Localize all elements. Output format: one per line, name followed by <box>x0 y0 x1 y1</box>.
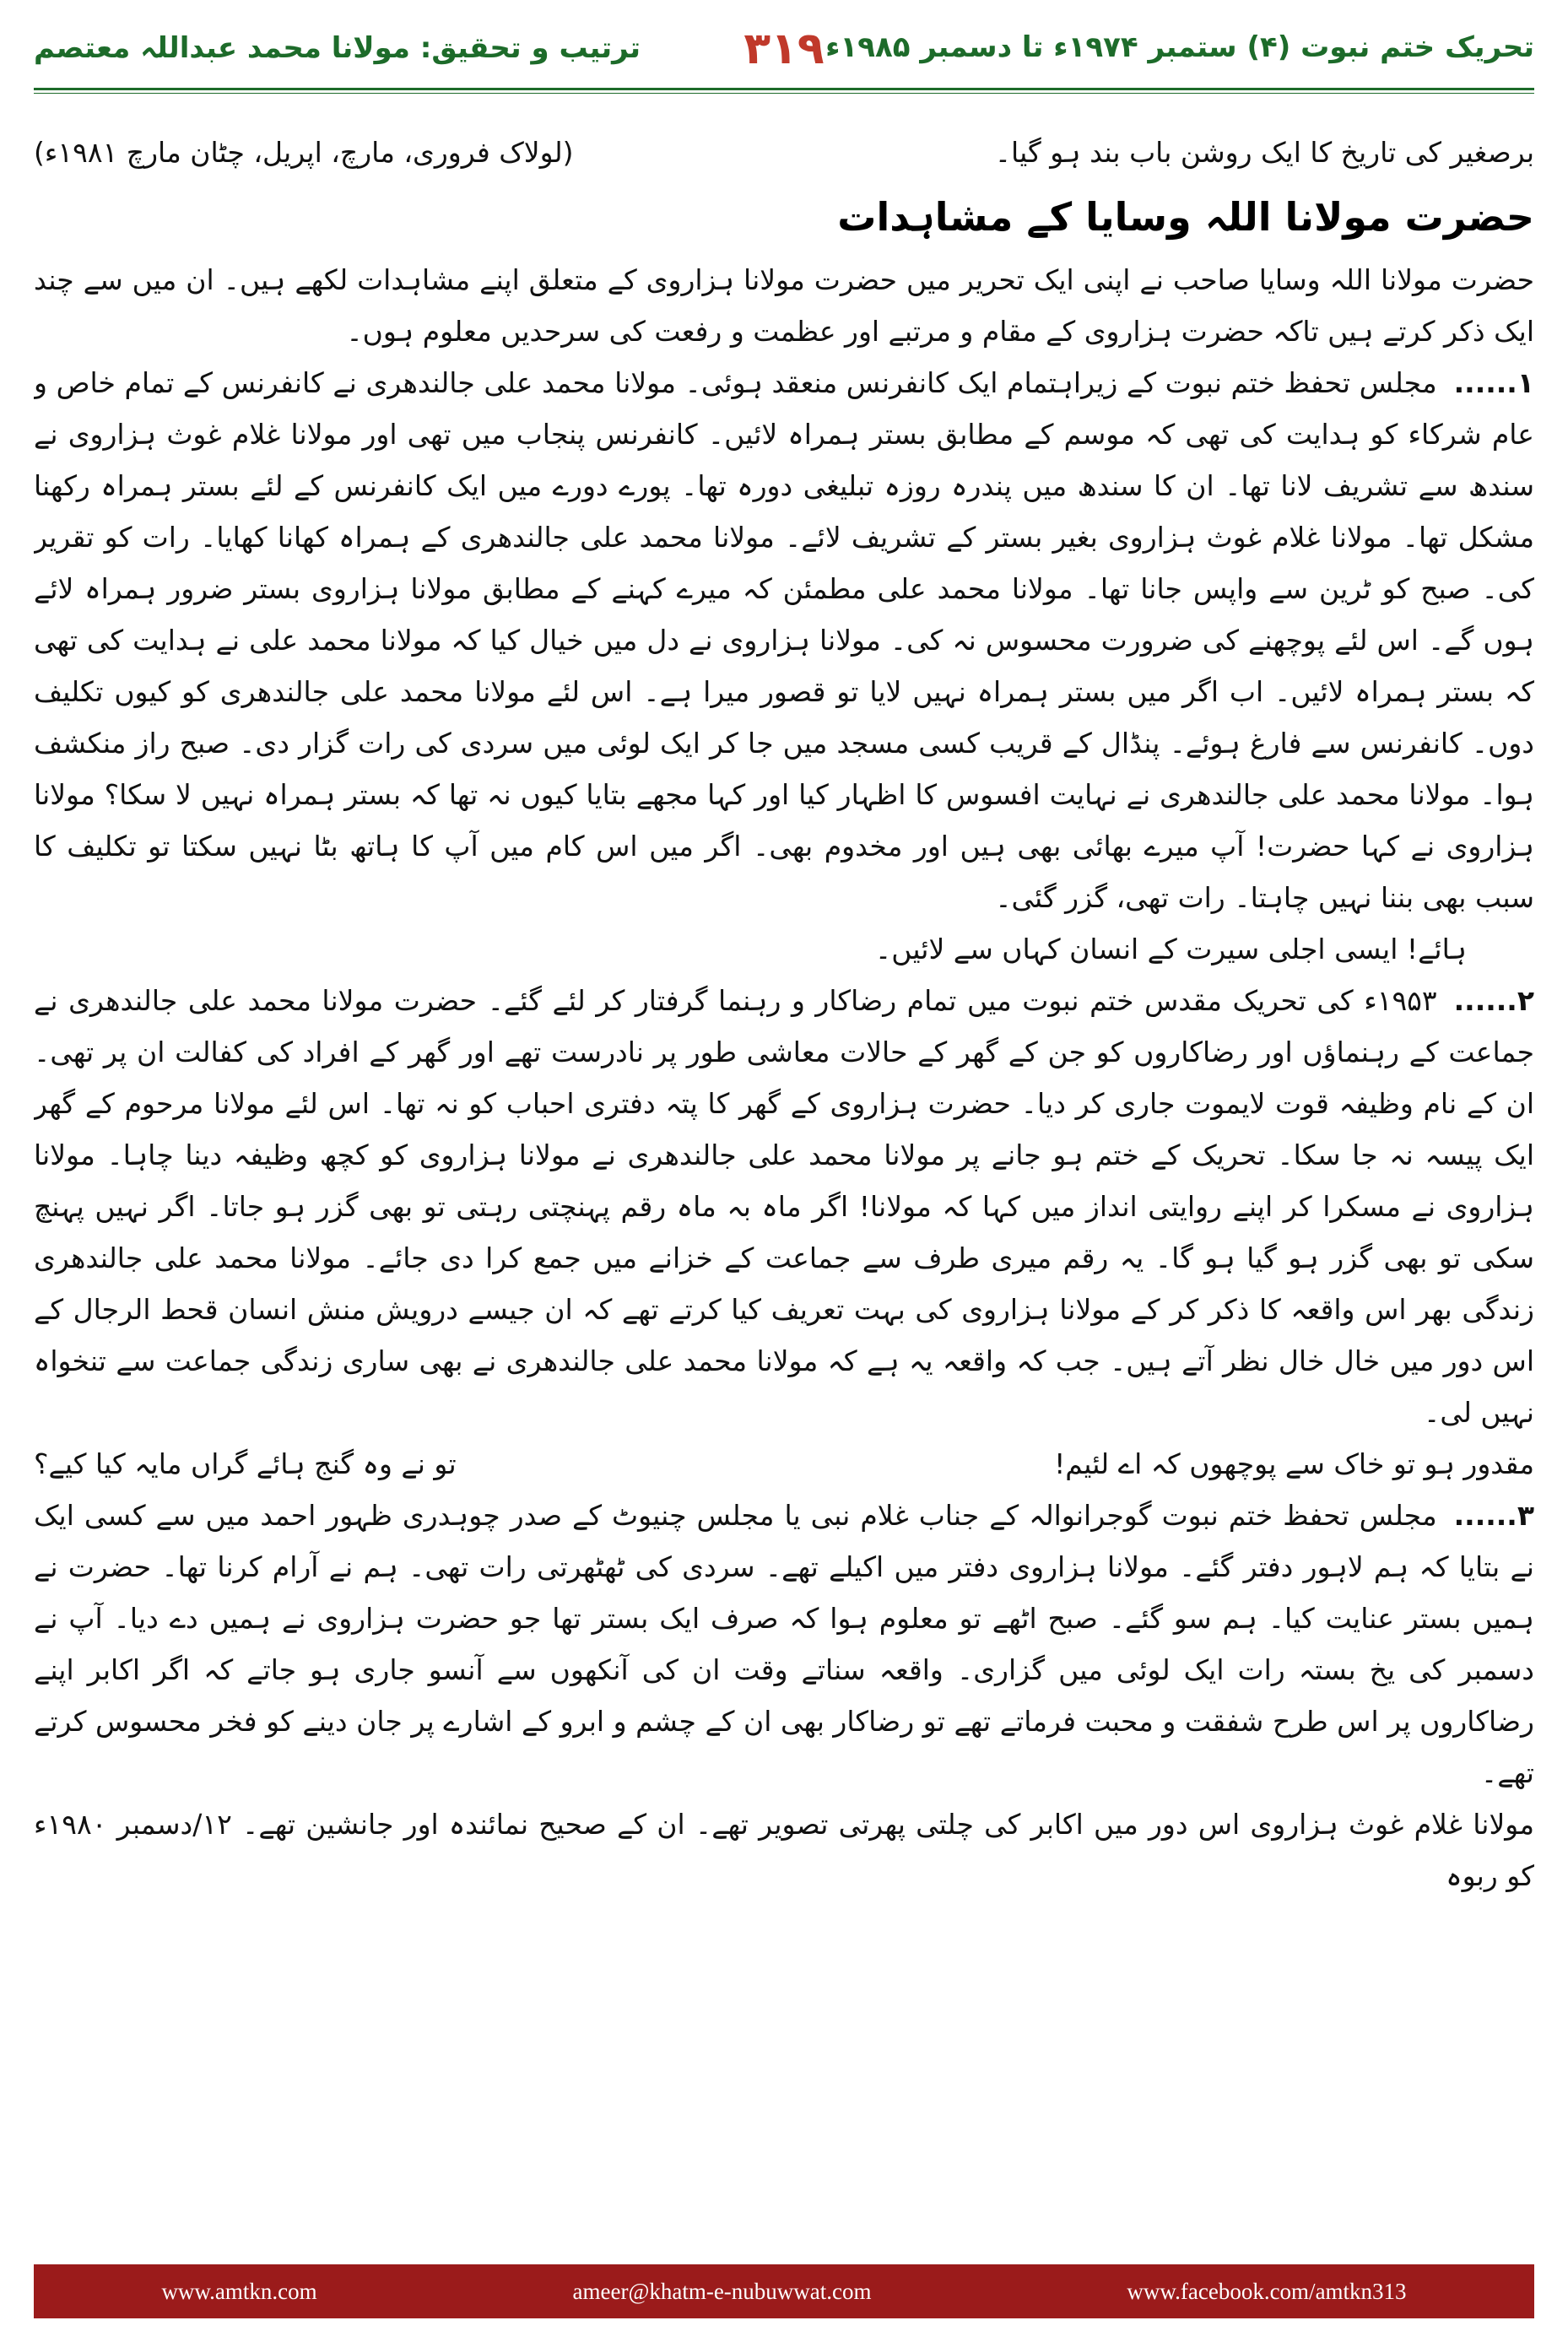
page-number: ۳۱۹ <box>743 24 825 74</box>
header-rule <box>34 88 1534 90</box>
item-2-text: ۱۹۵۳ء کی تحریک مقدس ختم نبوت میں تمام رضاکار و رہنما گرفتار کر لئے گئے۔ حضرت مولانا محمد علی جالندھری نے جماعت کے رہنماؤں اور رضاکاروں کو جن کے گھر کے حالات معاشی طور پر نادرست تھے اور گھر کے افراد کی کفالت ان پر تھی۔ ان کے نام وظیفہ قوت لایموت جاری کر دیا۔ حضرت ہزاروی کے گھر کا پتہ دفتری احباب کو نہ تھا۔ اس لئے مولانا مرحوم کے گھر ایک پیسہ نہ جا سکا۔ تحریک کے ختم ہو جانے پر مولانا محمد علی جالندھری نے مولانا ہزاروی کو کچھ وظیفہ دینا چاہا۔ مولانا ہزاروی نے مسکرا کر اپنے روایتی انداز میں کہا کہ مولانا! اگر ماہ بہ ماہ رقم پہنچتی رہتی تو بھی گزر ہو جاتا۔ اگر نہیں پہنچ سکی تو بھی گزر ہو گیا ہو گا۔ یہ رقم میری طرف سے جماعت کے خزانے میں جمع کرا دی جائے۔ مولانا محمد علی جالندھری زندگی بھر اس واقعہ کا ذکر کر کے مولانا ہزاروی کی بہت تعریف کیا کرتے تھے کہ ان جیسے درویش منش انسان قحط الرجال کے اس دور میں خال خال نظر آتے ہیں۔ جب کہ واقعہ یہ ہے کہ مولانا محمد علی جالندھری نے بھی ساری زندگی جماعت سے تنخواہ نہیں لی۔ <box>34 984 1534 1429</box>
item-3-number: ۳...... <box>1453 1499 1534 1532</box>
item-1-text: مجلس تحفظ ختم نبوت کے زیراہتمام ایک کانفرنس منعقد ہوئی۔ مولانا محمد علی جالندھری نے کانفرنس کے تمام خاص و عام شرکاء کو ہدایت کی تھی کہ موسم کے مطابق بستر ہمراہ لائیں۔ کانفرنس پنجاب میں تھی اور مولانا غلام غوث ہزاروی نے سندھ سے تشریف لانا تھا۔ ان کا سندھ میں پندرہ روزہ تبلیغی دورہ تھا۔ پورے دورے میں ایک کانفرنس کے لئے بستر ہمراہ رکھنا مشکل تھا۔ مولانا غلام غوث ہزاروی بغیر بستر کے تشریف لائے۔ مولانا محمد علی جالندھری کے ہمراہ کھانا کھایا۔ رات کو تقریر کی۔ صبح کو ٹرین سے واپس جانا تھا۔ مولانا محمد علی مطمئن کہ میرے کہنے کے مطابق مولانا ہزاروی بستر ضرور ہمراہ لائے ہوں گے۔ اس لئے پوچھنے کی ضرورت محسوس نہ کی۔ مولانا ہزاروی نے دل میں خیال کیا کہ مولانا محمد علی نے ہدایت کی تھی کہ بستر ہمراہ لائیں۔ اب اگر میں بستر ہمراہ نہیں لایا تو قصور میرا ہے۔ اس لئے مولانا محمد علی جالندھری کو کیوں تکلیف دوں۔ کانفرنس سے فارغ ہوئے۔ پنڈال کے قریب کسی مسجد میں جا کر ایک لوئی میں سردی کی رات گزار دی۔ صبح راز منکشف ہوا۔ مولانا محمد علی جالندھری نے نہایت افسوس کا اظہار کیا اور کہا مجھے بتایا کیوں نہ تھا کہ بستر ہمراہ نہیں لا سکا؟ مولانا ہزاروی نے کہا حضرت! آپ میرے بھائی بھی ہیں اور مخدوم بھی۔ اگر میں اس کام میں آپ کا ہاتھ بٹا نہیں سکتا تو تکلیف کا سبب بھی بننا نہیں چاہتا۔ رات تھی، گزر گئی۔ <box>34 366 1534 914</box>
paragraph-intro: حضرت مولانا اللہ وسایا صاحب نے اپنی ایک تحریر میں حضرت مولانا ہزاروی کے متعلق اپنے مشاہدات لکھے ہیں۔ ان میں سے چند ایک ذکر کرتے ہیں تاکہ حضرت ہزاروی کے مقام و مرتبے اور عظمت و رفعت کی سرحدیں معلوم ہوں۔ <box>34 263 1534 348</box>
item-3 <box>34 1490 1534 1798</box>
compiler-credit: ترتیب و تحقیق: مولانا محمد عبداللہ معتصم <box>34 31 641 65</box>
poetry-couplet <box>34 1438 1534 1490</box>
intro-row <box>34 127 1534 178</box>
section-heading: حضرت مولانا اللہ وسایا کے مشاہدات <box>837 194 1534 240</box>
exclamation-line: ہائے! ایسی اجلی سیرت کے انسان کہاں سے لائیں۔ <box>874 933 1467 965</box>
header-rule-thin <box>34 93 1534 94</box>
item-3-text: مجلس تحفظ ختم نبوت گوجرانوالہ کے جناب غلام نبی یا مجلس چنیوٹ کے صدر چوہدری ظہور احمد میں سے کسی ایک نے بتایا کہ ہم لاہور دفتر گئے۔ مولانا ہزاروی دفتر میں اکیلے تھے۔ سردی کی ٹھٹھرتی رات تھی۔ ہم نے آرام کرنا تھا۔ حضرت نے ہمیں بستر عنایت کیا۔ ہم سو گئے۔ صبح اٹھے تو معلوم ہوا کہ صرف ایک بستر تھا جو حضرت ہزاروی نے ہمیں دے دیا۔ آپ نے دسمبر کی یخ بستہ رات ایک لوئی میں گزاری۔ واقعہ سناتے وقت ان کی آنکھوں سے آنسو جاری ہو جاتے کہ اگر اکابر اپنے رضاکاروں پر اس طرح شفقت و محبت فرماتے تھے تو رضاکار بھی ان کے چشم و ابرو کے اشارے پر جان دینے کو فخر محسوس کرتے تھے۔ <box>34 1499 1534 1789</box>
intro-text: برصغیر کی تاریخ کا ایک روشن باب بند ہو گیا۔ <box>994 136 1534 169</box>
item-1-number: ۱...... <box>1453 366 1534 399</box>
couplet-first-line: مقدور ہو تو خاک سے پوچھوں کہ اے لئیم! <box>1054 1447 1534 1480</box>
item-2-number: ۲...... <box>1453 984 1534 1017</box>
book-title: تحریک ختم نبوت (۴) ستمبر ۱۹۷۴ء تا دسمبر ۱۹۸۵ء <box>825 30 1534 64</box>
footer-website-link[interactable]: www.amtkn.com <box>161 2278 317 2304</box>
page-header <box>34 24 1534 83</box>
page-footer <box>34 2264 1534 2318</box>
page-body <box>34 127 1534 2241</box>
item-2 <box>34 975 1534 1438</box>
footer-email-link[interactable]: ameer@khatm-e-nubuwwat.com <box>572 2278 872 2304</box>
footer-facebook-link[interactable]: www.facebook.com/amtkn313 <box>1127 2278 1407 2304</box>
couplet-second-line: تو نے وہ گنج ہائے گراں مایہ کیا کیے؟ <box>34 1447 457 1480</box>
item-1 <box>34 357 1534 923</box>
closing-paragraph: مولانا غلام غوث ہزاروی اس دور میں اکابر کی چلتی پھرتی تصویر تھے۔ ان کے صحیح نمائندہ اور جانشین تھے۔ ۱۲/دسمبر ۱۹۸۰ء کو ربوہ <box>34 1808 1534 1892</box>
source-reference: (لولاک فروری، مارچ، اپریل، چٹان مارچ ۱۹۸۱ء) <box>34 136 574 169</box>
